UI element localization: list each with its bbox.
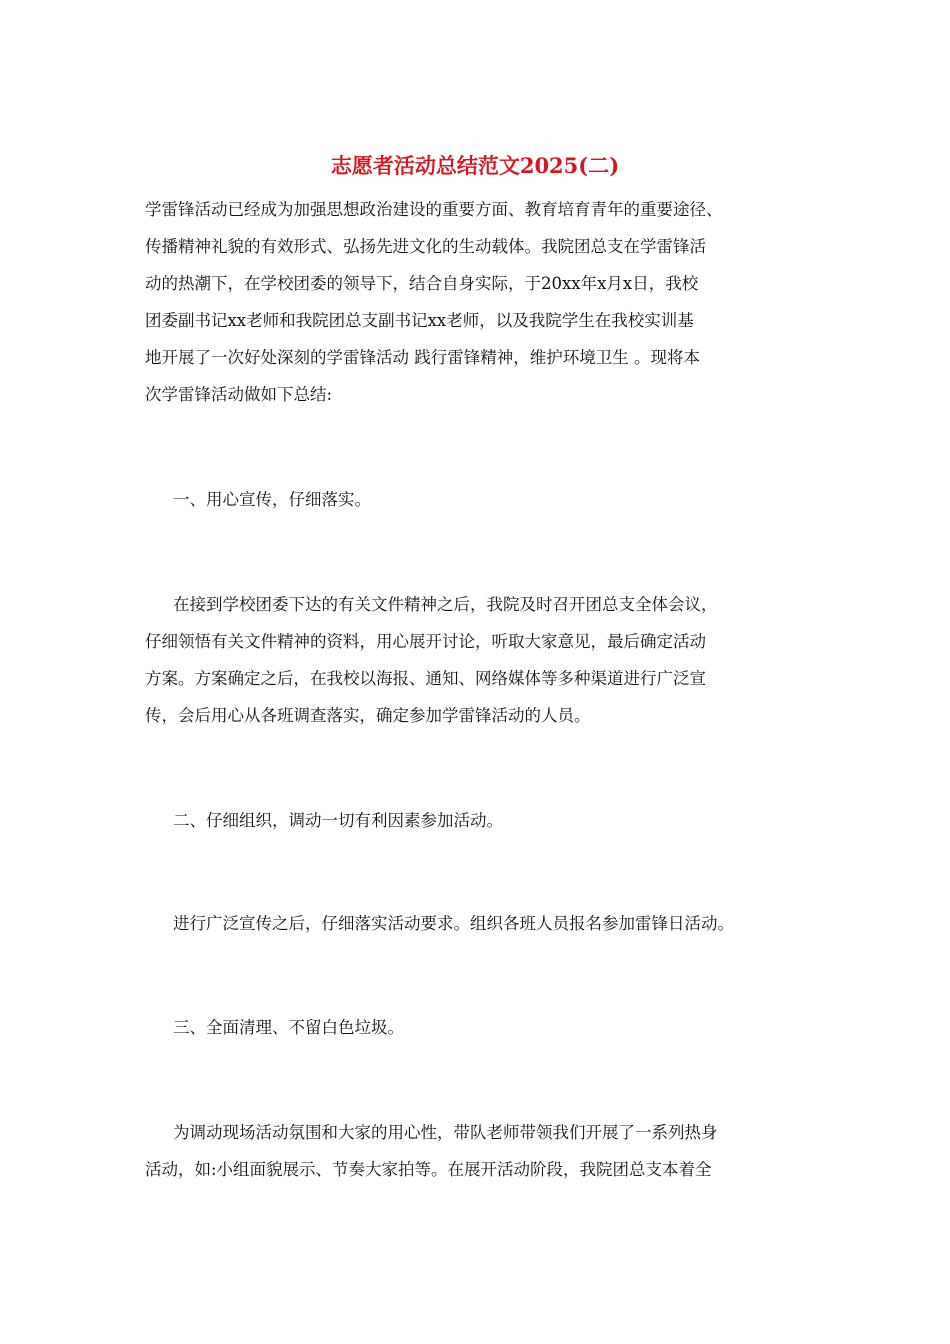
intro-line-1: 学雷锋活动已经成为加强思想政治建设的重要方面、教育培育青年的重要途径、 [145, 200, 723, 219]
section-3-line-1: 为调动现场活动氛围和大家的用心性，带队老师带领我们开展了一系列热身 [173, 1123, 718, 1142]
section-1-line-3: 方案。方案确定之后，在我校以海报、通知、网络媒体等多种渠道进行广泛宣 [145, 669, 706, 688]
section-heading-2: 二、仔细组织，调动一切有利因素参加活动。 [173, 811, 503, 830]
intro-line-5: 地开展了一次好处深刻的学雷锋活动 践行雷锋精神，维护环境卫生 。现将本 [145, 348, 700, 367]
section-2-line-1: 进行广泛宣传之后，仔细落实活动要求。组织各班人员报名参加雷锋日活动。 [173, 914, 734, 933]
section-1-line-1: 在接到学校团委下达的有关文件精神之后，我院及时召开团总支全体会议， [173, 595, 718, 614]
document-title: 志愿者活动总结范文2025(二) [330, 153, 620, 178]
section-heading-3: 三、全面清理、不留白色垃圾。 [173, 1018, 404, 1037]
section-1-line-2: 仔细领悟有关文件精神的资料，用心展开讨论，听取大家意见，最后确定活动 [145, 632, 706, 651]
section-1-line-4: 传，会后用心从各班调查落实，确定参加学雷锋活动的人员。 [145, 706, 591, 725]
intro-line-6: 次学雷锋活动做如下总结: [145, 385, 333, 404]
section-heading-1: 一、用心宣传，仔细落实。 [173, 490, 371, 509]
intro-line-3: 动的热潮下，在学校团委的领导下，结合自身实际，于20xx年x月x日，我校 [145, 274, 699, 293]
section-3-line-2: 活动，如:小组面貌展示、节奏大家拍等。在展开活动阶段，我院团总支本着全 [145, 1160, 712, 1179]
intro-line-2: 传播精神礼貌的有效形式、弘扬先进文化的生动载体。我院团总支在学雷锋活 [145, 237, 706, 256]
intro-line-4: 团委副书记xx老师和我院团总支副书记xx老师，以及我院学生在我校实训基 [145, 311, 694, 330]
